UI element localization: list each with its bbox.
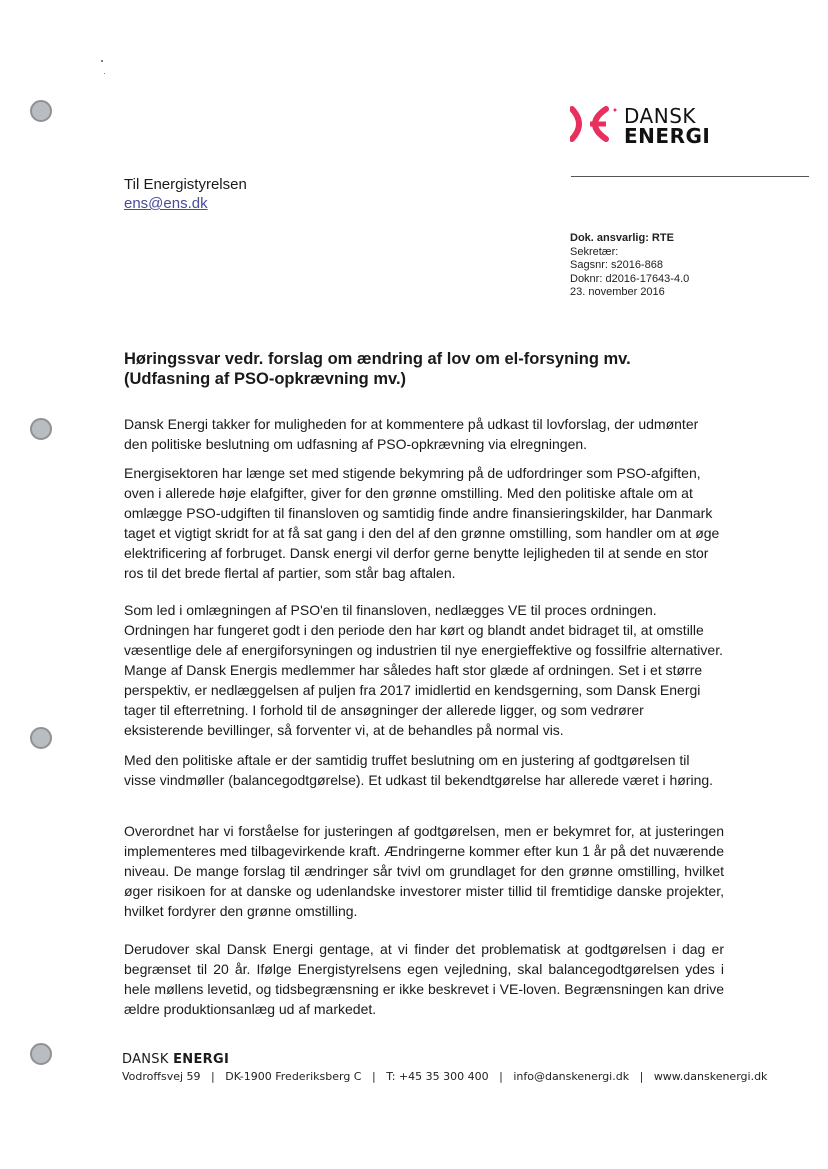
- footer-brand-bold: ENERGI: [173, 1052, 230, 1067]
- scan-speck: [104, 73, 105, 74]
- meta-date: 23. november 2016: [570, 286, 665, 299]
- paragraph-text: Overordnet har vi forståelse for justeringen af godtgørelsen, men er bekymret for, at justeringen implementeres med tilbagevirkende kraft. Ændringerne kommer efter kun 1 år på det nuværende niveau. De mange forslag til ændringer sår tvivl om grundlaget for den grønne omstilling, hvilket øger risikoen for at danske og udenlandske investorer mister tillid til fremtidige danske projekter, hvilket fordyrer den grønne omstilling.: [124, 823, 724, 919]
- punch-hole: [30, 418, 52, 440]
- paragraph-text: Derudover skal Dansk Energi gentage, at vi finder det problematisk at godtgørelsen i dag er begrænset til 20 år. Ifølge Energistyrelsens egen vejledning, skal balancegodtgørelsen ydes i hele møllens levetid, og tidsbegrænsning er ikke beskrevet i VE-loven. Begrænsningen kan drive ældre produktionsanlæg ud af markedet.: [124, 941, 724, 1017]
- footer-email[interactable]: info@danskenergi.dk: [513, 1070, 630, 1083]
- paragraph-text: Med den politiske aftale er der samtidig truffet beslutning om en justering af godtgørelsen til visse vindmøller (balancegodtgørelse). Et udkast til bekendtgørelse har allerede været i høring.: [124, 752, 714, 788]
- recipient-name: Til Energistyrelsen: [124, 176, 247, 193]
- paragraph-text: Dansk Energi takker for muligheden for at kommentere på udkast til lovforslag, der udmønter den politiske beslutning om udfasning af PSO-opkrævning via elregningen.: [124, 416, 699, 452]
- dansk-energi-logo-icon: [570, 106, 618, 142]
- document-title: Høringssvar vedr. forslag om ændring af lov om el-forsyning mv. (Udfasning af PSO-opkrævning mv.): [124, 350, 631, 388]
- footer-contact: [122, 1070, 767, 1083]
- meta-secretary: Sekretær:: [570, 245, 619, 258]
- paragraph: [124, 821, 724, 921]
- recipient-email-link[interactable]: ens@ens.dk: [124, 195, 208, 212]
- paragraph: [124, 939, 724, 1019]
- footer-separator: |: [499, 1070, 503, 1083]
- meta-responsible: Dok. ansvarlig: RTE: [570, 232, 674, 244]
- meta-case-number: Sagsnr: s2016-868: [570, 259, 663, 272]
- scan-speck: [101, 60, 103, 62]
- footer-city: DK-1900 Frederiksberg C: [225, 1070, 362, 1083]
- paragraph: [124, 463, 724, 583]
- logo-text-line1: DANSK: [624, 104, 697, 128]
- footer-separator: |: [639, 1070, 644, 1083]
- paragraph: [124, 414, 724, 454]
- footer-separator: |: [371, 1070, 376, 1083]
- footer-website[interactable]: www.danskenergi.dk: [653, 1070, 768, 1083]
- footer-brand: [122, 1052, 229, 1067]
- footer-brand-light: DANSK: [122, 1052, 169, 1067]
- punch-hole: [30, 727, 52, 749]
- footer-address: Vodroffsvej 59: [122, 1070, 201, 1083]
- punch-hole: [30, 1043, 52, 1065]
- footer-separator: |: [211, 1070, 215, 1083]
- meta-document-number: Doknr: d2016-17643-4.0: [570, 272, 690, 285]
- punch-hole: [30, 100, 52, 122]
- paragraph-text: Som led i omlægningen af PSO'en til finansloven, nedlægges VE til proces ordningen. Ordningen har fungeret godt i den periode den har kørt og blandt andet bidraget til, at omstille væsentlige dele af energiforsyningen og industrien til nye energieffektive og fossilfrie alternativer. Mange af Dansk Energis medlemmer har således haft stor glæde af ordningen. Set i et større perspektiv, er nedlæggelsen af puljen fra 2017 imidlertid en kendsgerning, som Dansk Energi tager til efterretning. I forhold til de ansøgninger der allerede ligger, og som vedrører eksisterende bevillinger, så forventer vi, at de behandles på normal vis.: [124, 602, 723, 738]
- header-divider: [571, 176, 809, 177]
- document-meta: [570, 232, 689, 300]
- footer-phone: T: +45 35 300 400: [386, 1070, 489, 1083]
- paragraph: [124, 600, 724, 740]
- recipient-block: [124, 175, 247, 213]
- paragraph-text: Energisektoren har længe set med stigende bekymring på de udfordringer som PSO-afgiften, oven i allerede høje elafgifter, giver for den grønne omstilling. Med den politiske aftale om at omlægge PSO-udgiften til finansloven og samtidig finde andre finansieringskilder, har Danmark taget et vigtigt skridt for at få sat gang i den del af den grønne omstilling, som handler om at øge elektrificering af forbruget. Dansk energi vil derfor gerne benytte lejligheden til at sende en stor ros til det brede flertal af partier, som står bag aftalen.: [124, 465, 720, 581]
- paragraph: [124, 750, 724, 790]
- logo-text-line2: ENERGI: [624, 124, 711, 148]
